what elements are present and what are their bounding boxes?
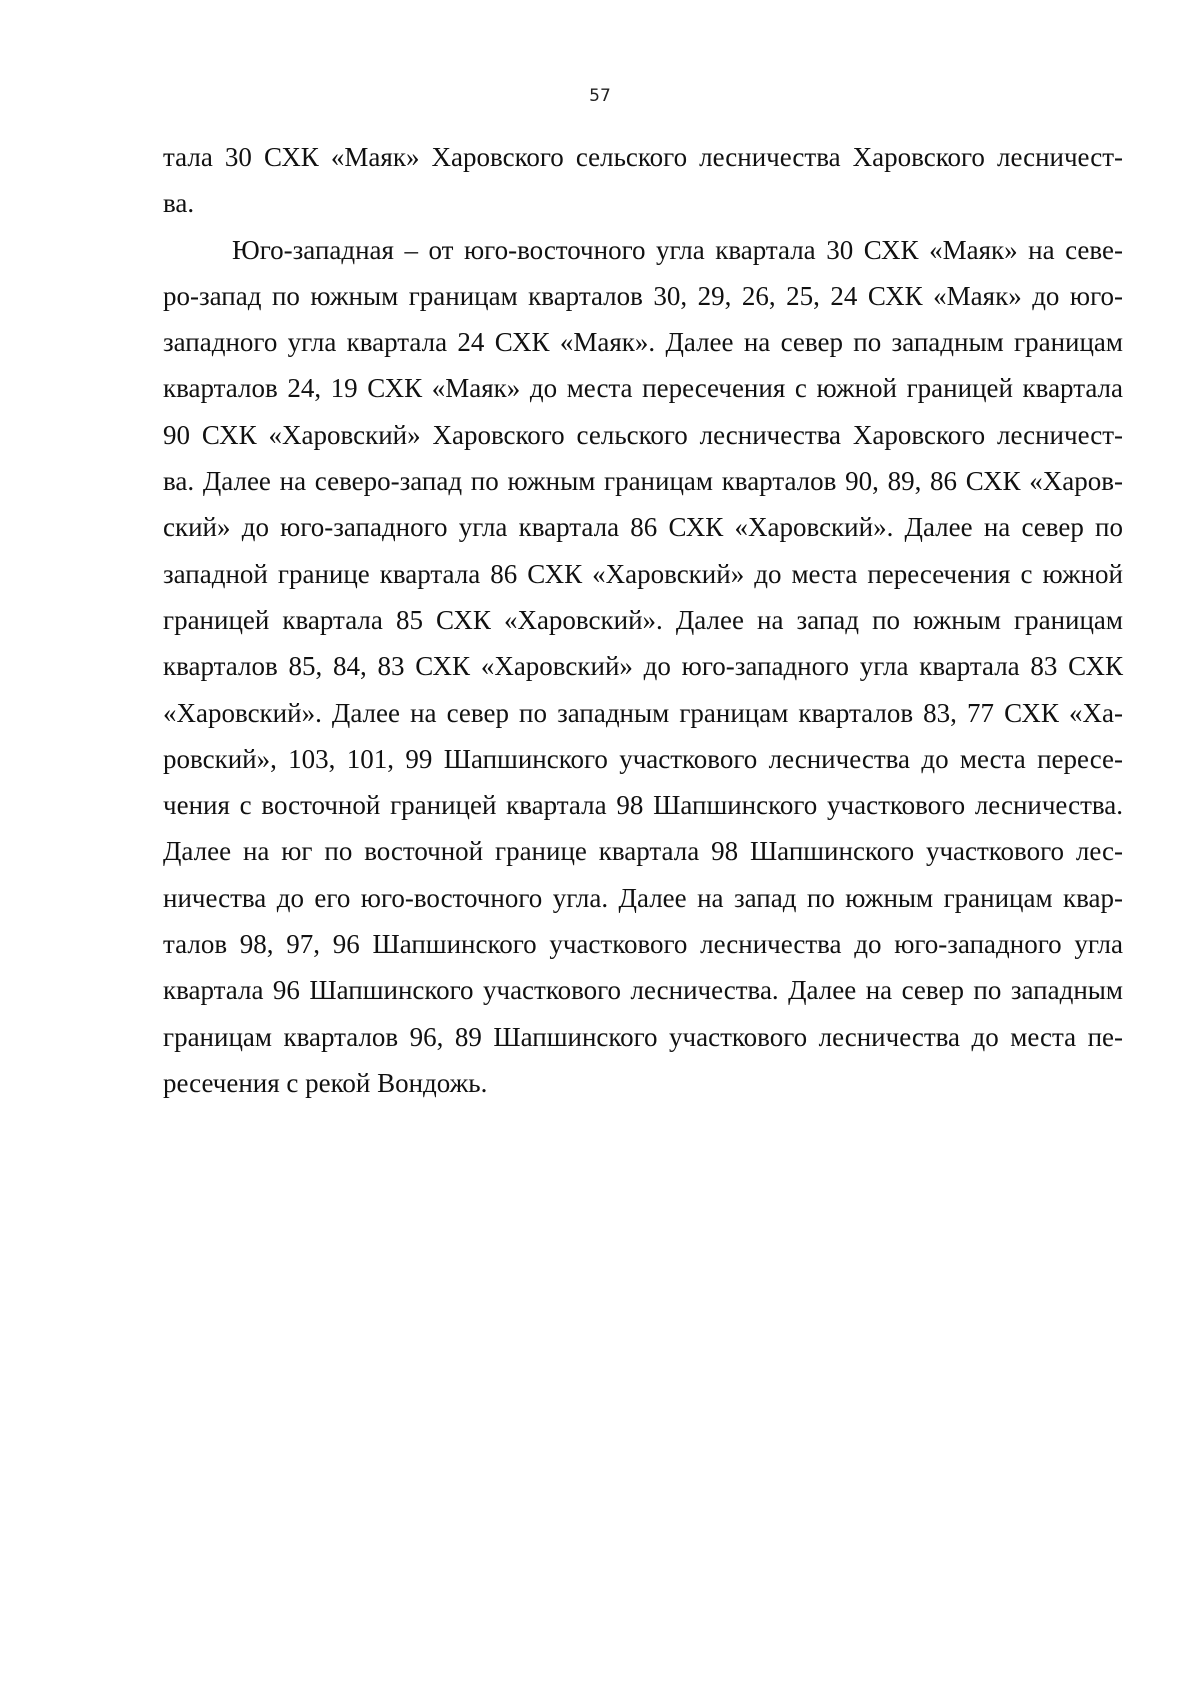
text-line: западного угла квартала 24 СХК «Маяк». Далее на север по западным границам bbox=[163, 327, 1123, 358]
text-line: границей квартала 85 СХК «Харовский». Далее на запад по южным границам bbox=[163, 604, 1123, 635]
document-body-text bbox=[163, 134, 1123, 1106]
page-number: 57 bbox=[589, 86, 611, 106]
text-line: кварталов 85, 84, 83 СХК «Харовский» до юго-западного угла квартала 83 СХК bbox=[163, 651, 1123, 682]
text-line: тала 30 СХК «Маяк» Харовского сельского лесничества Харовского лесничест- bbox=[163, 142, 1123, 172]
text-line: ро-запад по южным границам кварталов 30, 29, 26, 25, 24 СХК «Маяк» до юго- bbox=[163, 280, 1123, 311]
text-line: «Харовский». Далее на север по западным границам кварталов 83, 77 СХК «Ха- bbox=[163, 697, 1123, 728]
text-line: кварталов 24, 19 СХК «Маяк» до места пересечения с южной границей квартала bbox=[163, 373, 1123, 404]
text-line: ский» до юго-западного угла квартала 86 СХК «Харовский». Далее на север по bbox=[163, 512, 1123, 543]
text-line: ва. Далее на северо-запад по южным границам кварталов 90, 89, 86 СХК «Харов- bbox=[163, 466, 1123, 497]
text-line: ресечения с рекой Вондожь. bbox=[163, 1067, 488, 1098]
text-line: талов 98, 97, 96 Шапшинского участкового лесничества до юго-западного угла bbox=[163, 929, 1123, 960]
text-line: чения с восточной границей квартала 98 Шапшинского участкового лесничества. bbox=[163, 790, 1123, 821]
text-line: ничества до его юго-восточного угла. Далее на запад по южным границам квар- bbox=[163, 882, 1123, 913]
text-line: 90 СХК «Харовский» Харовского сельского лесничества Харовского лесничест- bbox=[163, 419, 1123, 450]
text-line: Далее на юг по восточной границе квартала 98 Шапшинского участкового лес- bbox=[163, 836, 1123, 867]
text-line: квартала 96 Шапшинского участкового лесничества. Далее на север по западным bbox=[163, 975, 1123, 1006]
text-line: границам кварталов 96, 89 Шапшинского участкового лесничества до места пе- bbox=[163, 1021, 1123, 1052]
paragraph-first-line: Юго-западная – от юго-восточного угла квартала 30 СХК «Маяк» на севе- bbox=[232, 234, 1123, 265]
text-line: ва. bbox=[163, 188, 195, 219]
text-line: ровский», 103, 101, 99 Шапшинского участкового лесничества до места пересе- bbox=[163, 743, 1123, 774]
text-line: западной границе квартала 86 СХК «Харовский» до места пересечения с южной bbox=[163, 558, 1123, 589]
